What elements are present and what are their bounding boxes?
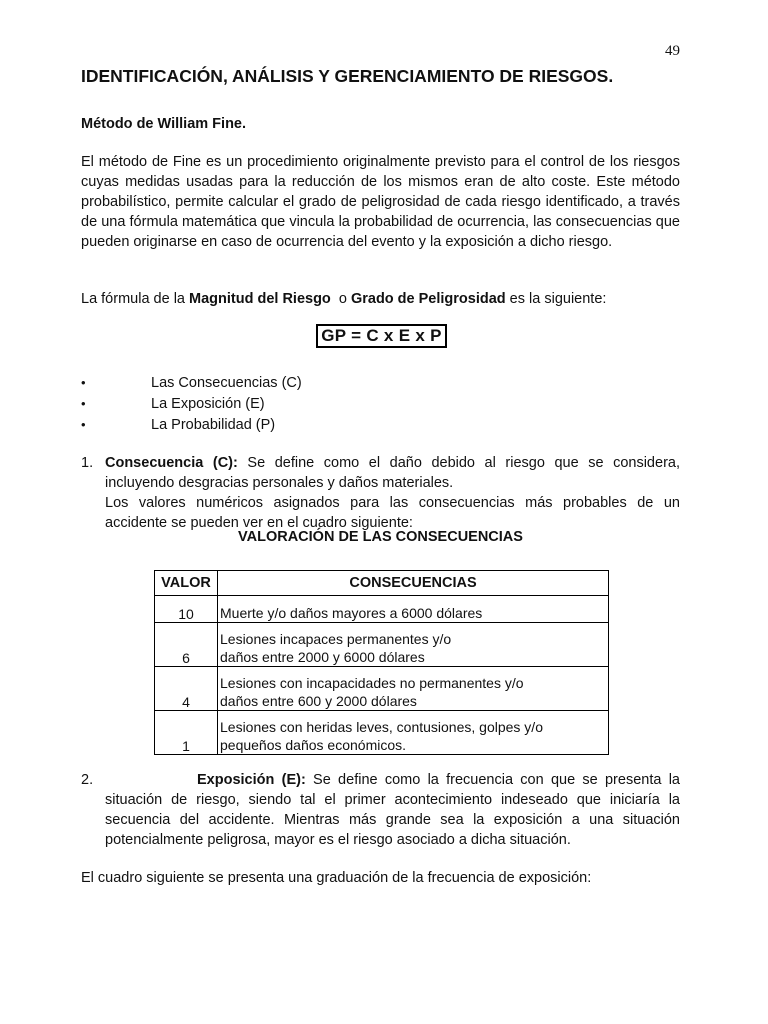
formula-sentence-bold-1: Magnitud del Riesgo [189, 291, 331, 307]
item-extra: Los valores numéricos asignados para las consecuencias más probables de un accidente se pueden ver en el cuadro siguiente: [105, 495, 680, 531]
cell-value: 6 [155, 623, 218, 667]
table-row [155, 667, 609, 711]
item-term: Exposición (E): [197, 772, 306, 788]
consequences-table [154, 570, 609, 755]
bullet-icon: • [81, 396, 86, 411]
numbered-item-exposicion [81, 770, 680, 850]
cell-value: 10 [155, 596, 218, 623]
formula-sentence [81, 289, 680, 309]
item-definition: Se define como la frecuencia con que se presenta la situación de riesgo, siendo tal el primer acontecimiento indeseado que iniciaría la secuencia del accidente. Mientras más grande sea la exposición a una situación potencialmente peligrosa, mayor es el riesgo asociado a dicha situación. [105, 772, 680, 848]
document-title: IDENTIFICACIÓN, ANÁLISIS Y GERENCIAMIENTO DE RIESGOS. [81, 66, 614, 86]
bullet-icon: • [81, 417, 86, 432]
item-number: 1. [81, 455, 94, 471]
item-number: 2. [81, 772, 94, 788]
item-body [105, 770, 680, 850]
cell-value: 1 [155, 711, 218, 755]
table-header-row [155, 571, 609, 596]
header-valor: VALOR [155, 571, 218, 596]
cell-description [218, 623, 609, 667]
item-term: Consecuencia (C): [105, 455, 238, 471]
cell-value: 4 [155, 667, 218, 711]
formula-sentence-pre: La fórmula de la [81, 291, 190, 307]
cell-description [218, 667, 609, 711]
item-definition: Se define como el daño debido al riesgo que se considera, incluyendo desgracias personales y daños materiales. [105, 455, 680, 491]
list-item [81, 393, 302, 414]
desc-line: Muerte y/o daños mayores a 6000 dólares [220, 605, 483, 621]
list-item [81, 372, 302, 393]
formula-sentence-bold-2: Grado de Peligrosidad [350, 291, 506, 307]
formula-sentence-post: es la siguiente: [505, 291, 607, 307]
table-row [155, 623, 609, 667]
formula-sentence-mid: o [330, 291, 351, 307]
desc-line: daños entre 600 y 2000 dólares [220, 693, 417, 709]
bullet-text: La Probabilidad (P) [151, 416, 276, 433]
page-number: 49 [665, 43, 680, 59]
closing-paragraph: El cuadro siguiente se presenta una graduación de la frecuencia de exposición: [81, 870, 592, 886]
desc-line: Lesiones incapaces permanentes y/o [220, 631, 452, 647]
bullet-list [81, 372, 302, 435]
numbered-item-consecuencia [81, 453, 680, 533]
bullet-text: Las Consecuencias (C) [151, 374, 302, 391]
cell-description [218, 596, 609, 623]
bullet-text: La Exposición (E) [151, 395, 265, 412]
list-item [81, 414, 302, 435]
section-subtitle: Método de William Fine. [81, 116, 247, 132]
table-row [155, 596, 609, 623]
bullet-icon: • [81, 375, 86, 390]
desc-line: Lesiones con incapacidades no permanentes y/o [220, 675, 524, 691]
table-row [155, 711, 609, 755]
desc-line: daños entre 2000 y 6000 dólares [220, 649, 425, 665]
intro-paragraph: El método de Fine es un procedimiento originalmente previsto para el control de los riesgos cuyas medidas usadas para la reducción de los mismos eran de alto coste. Este método probabilístico, permite calcular el grado de peligrosidad de cada riesgo identificado, a través de una fórmula matemática que vincula la probabilidad de ocurrencia, las consecuencias que pueden originarse en caso de ocurrencia del evento y la exposición a dicho riesgo. [81, 154, 680, 250]
cell-description [218, 711, 609, 755]
item-body [105, 453, 680, 493]
desc-line: pequeños daños económicos. [220, 737, 407, 753]
table-caption: VALORACIÓN DE LAS CONSECUENCIAS [238, 529, 523, 545]
header-consecuencias: CONSECUENCIAS [218, 571, 609, 596]
desc-line: Lesiones con heridas leves, contusiones, golpes y/o [220, 719, 543, 735]
formula-box: GP = C x E x P [316, 324, 447, 348]
